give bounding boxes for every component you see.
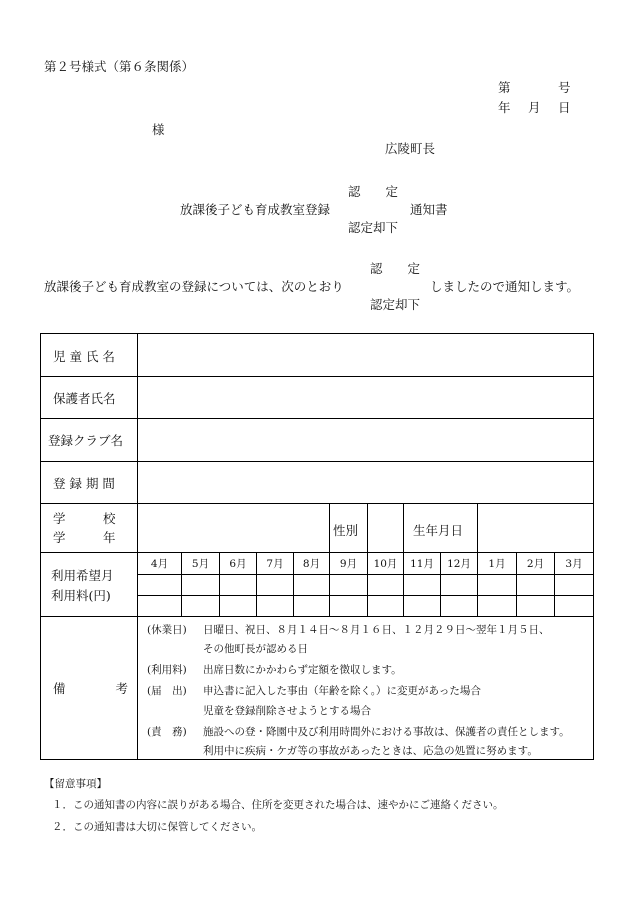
remark-text: 申込書に記入した事由（年齢を除く。）に変更があった場合 xyxy=(203,685,481,697)
remark-key: (届 出) xyxy=(147,685,187,697)
date-day: 日 xyxy=(558,100,571,115)
month-header: 7月 xyxy=(266,558,284,570)
month-header: 1月 xyxy=(488,558,506,570)
remark-key: (利用料) xyxy=(147,664,187,676)
month-header: 3月 xyxy=(565,558,583,570)
birthdate-label: 生年月日 xyxy=(413,523,464,538)
month-header: 11月 xyxy=(410,558,434,570)
usage-fee-label: 利用料(円) xyxy=(51,588,111,603)
remark-key: (休業日) xyxy=(147,624,187,636)
remark-text: その他町長が認める日 xyxy=(203,643,308,655)
remark-text: 児童を登録削除させようとする場合 xyxy=(203,705,371,717)
month-header: 8月 xyxy=(302,558,321,570)
remark-key: (責 務) xyxy=(147,726,187,738)
registration-table xyxy=(40,333,594,760)
date-year: 年 xyxy=(498,100,511,115)
body-option-rejected: 認定却下 xyxy=(370,297,421,312)
child-name-label: 児 童 氏 名 xyxy=(53,349,115,364)
body-sentence-end: しましたので通知します。 xyxy=(430,279,580,294)
month-header: 5月 xyxy=(191,558,210,570)
title-option-approved: 認 定 xyxy=(348,184,399,199)
title-option-rejected: 認定却下 xyxy=(348,220,399,235)
body-option-approved: 認 定 xyxy=(370,261,421,276)
remark-text: 利用中に疾病・ケガ等の事故があったときは、応急の処置に努めます。 xyxy=(203,745,538,757)
number-label-prefix: 第 xyxy=(498,80,511,95)
note-item: １．この通知書の内容に誤りがある場合、住所を変更された場合は、速やかにご連絡ください。 xyxy=(52,799,504,811)
grade-label: 学 年 xyxy=(53,530,116,545)
usage-month-label: 利用希望月 xyxy=(51,568,114,583)
guardian-name-label: 保護者氏名 xyxy=(53,391,116,406)
remark-text: 日曜日、祝日、８月１４日～８月１６日、１２月２９日～翌年１月５日、 xyxy=(203,624,550,636)
remark-text: 出席日数にかかわらず定額を徴収します。 xyxy=(203,664,402,676)
form-number: 第２号様式（第６条関係） xyxy=(44,59,195,74)
number-label-suffix: 号 xyxy=(558,80,571,95)
registration-period-label: 登 録 期 間 xyxy=(53,476,115,491)
month-header: 2月 xyxy=(526,558,545,570)
gender-label: 性別 xyxy=(333,523,359,538)
notes-heading: 【留意事項】 xyxy=(44,778,107,790)
month-header: 10月 xyxy=(373,558,398,570)
school-label: 学 校 xyxy=(53,511,116,526)
month-header: 9月 xyxy=(339,558,358,570)
remarks-label: 備 考 xyxy=(53,681,129,696)
title-main: 放課後子ども育成教室登録 xyxy=(180,202,331,217)
month-header: 12月 xyxy=(447,558,471,570)
month-header: 6月 xyxy=(229,558,247,570)
club-name-label: 登録クラブ名 xyxy=(48,433,124,448)
sender: 広陵町長 xyxy=(385,141,436,156)
body-sentence-start: 放課後子ども育成教室の登録については、次のとおり xyxy=(44,279,344,294)
remark-text: 施設への登・降園中及び利用時間外における事故は、保護者の責任とします。 xyxy=(203,726,570,738)
month-header: 4月 xyxy=(150,558,169,570)
note-item: ２．この通知書は大切に保管してください。 xyxy=(52,821,262,833)
title-suffix: 通知書 xyxy=(410,202,448,217)
date-month: 月 xyxy=(528,100,541,115)
recipient-honorific: 様 xyxy=(152,122,165,137)
